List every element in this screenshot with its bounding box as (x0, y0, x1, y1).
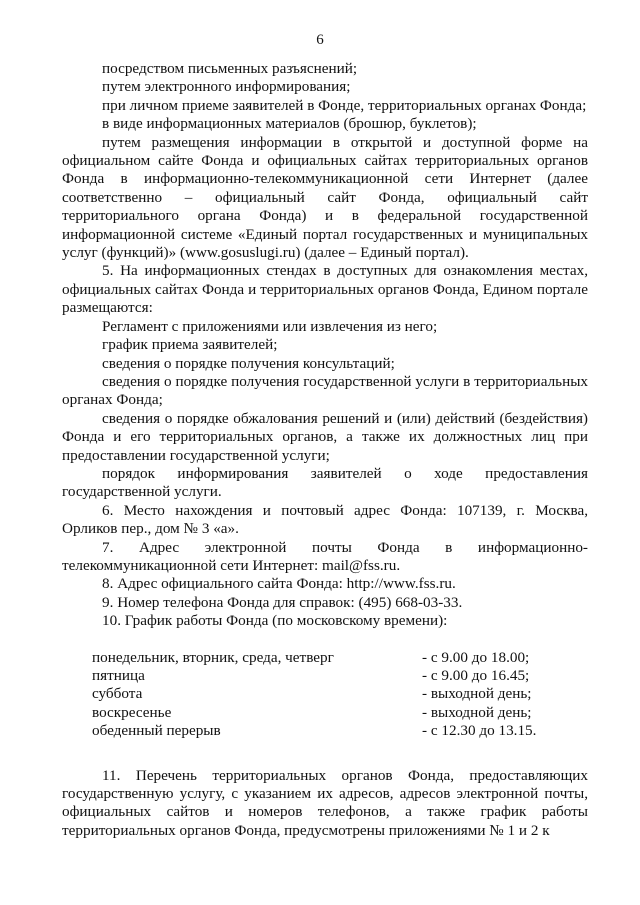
paragraph: сведения о порядке обжалования решений и (или) действий (бездействия) Фонда и его территориальных органов, а также их должностных лиц при предоставлении государственной услуги; (62, 409, 588, 464)
schedule-hours: - с 12.30 до 13.15. (422, 722, 537, 740)
schedule-day: суббота (92, 685, 143, 703)
paragraph: при личном приеме заявителей в Фонде, территориальных органах Фонда; (102, 96, 587, 114)
schedule-row (62, 704, 588, 722)
schedule-row (62, 722, 588, 740)
schedule-hours: - выходной день; (422, 703, 532, 721)
paragraph: порядок информирования заявителей о ходе предоставления государственной услуги. (62, 464, 588, 501)
paragraph: 7. Адрес электронной почты Фонда в информационно-телекоммуникационной сети Интернет: mail@fss.ru. (62, 538, 588, 574)
paragraph: посредством письменных разъяснений; (102, 60, 358, 77)
document-body (62, 60, 588, 840)
schedule-row (62, 685, 588, 703)
paragraph: сведения о порядке получения государственной услуги в территориальных органах Фонда; (62, 372, 588, 409)
paragraph: сведения о порядке получения консультаций; (102, 354, 395, 372)
schedule-day: пятница (92, 667, 145, 684)
schedule-hours: - с 9.00 до 18.00; (422, 648, 530, 666)
schedule-row (62, 667, 588, 685)
paragraph: путем электронного информирования; (102, 78, 351, 96)
paragraph: 9. Номер телефона Фонда для справок: (495) 668-03-33. (102, 593, 463, 611)
paragraph: 6. Место нахождения и почтовый адрес Фонда: 107139, г. Москва, Орликов пер., дом № 3 «а». (62, 501, 588, 538)
page-number: 6 (316, 32, 324, 48)
paragraph: 11. Перечень территориальных органов Фонда, предоставляющих государственную услугу, с указанием их адресов, адресов электронной почты, официальных сайтов и номеров телефонов, а также график работы территориальных органов Фонда, предусмотрены приложениями № 1 и 2 к (62, 766, 588, 839)
paragraph: 8. Адрес официального сайта Фонда: http://www.fss.ru. (102, 575, 456, 593)
paragraph: Регламент с приложениями или извлечения из него; (102, 317, 438, 335)
schedule-day: обеденный перерыв (92, 722, 221, 740)
schedule-hours: - выходной день; (422, 685, 532, 703)
paragraph: 5. На информационных стендах в доступных для ознакомления местах, официальных сайтах Фонда и территориальных органов Фонда, Едином портале размещаются: (62, 262, 588, 317)
paragraph: 10. График работы Фонда (по московскому времени): (102, 612, 448, 630)
schedule-row (62, 649, 588, 667)
schedule-day: воскресенье (92, 703, 172, 721)
paragraph: график приема заявителей; (102, 336, 278, 354)
schedule-day: понедельник, вторник, среда, четверг (92, 648, 334, 666)
schedule-hours: - с 9.00 до 16.45; (422, 667, 530, 684)
paragraph: в виде информационных материалов (брошюр, буклетов); (102, 115, 477, 133)
work-schedule-table (62, 649, 588, 741)
paragraph: путем размещения информации в открытой и доступной форме на официальном сайте Фонда и официальных сайтах территориальных органов Фонда в информационно-телекоммуникационной сети Интернет (далее соответственно – официальный сайт Фонда, официальный сайт территориального органа Фонда) и в федеральной государственной информационной системе «Единый портал государственных и муниципальных услуг (функций)» (www.gosuslugi.ru) (далее – Единый портал). (62, 133, 588, 262)
